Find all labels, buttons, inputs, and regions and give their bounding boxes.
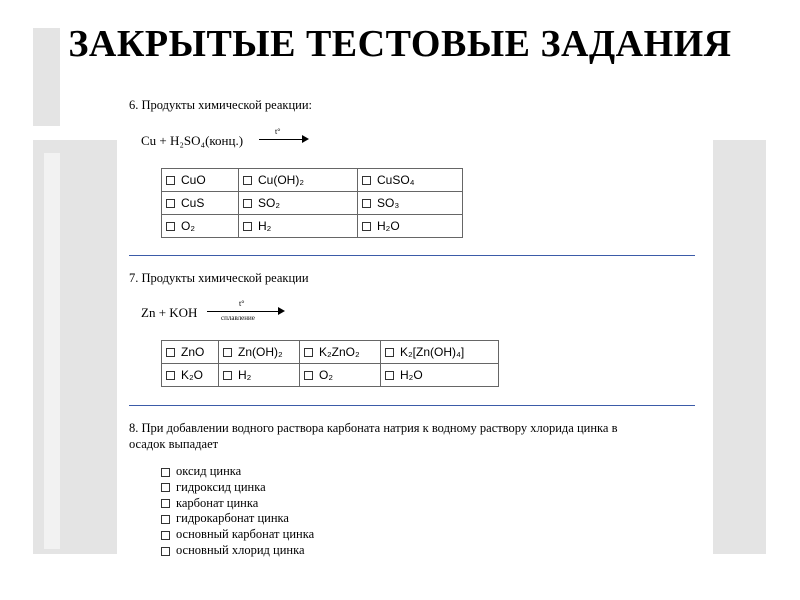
checkbox[interactable] xyxy=(161,515,170,524)
option-label: H₂O xyxy=(400,368,423,382)
option-cell[interactable] xyxy=(381,364,499,387)
checkbox[interactable] xyxy=(362,176,371,185)
checkbox[interactable] xyxy=(166,222,175,231)
option-cell[interactable] xyxy=(162,215,239,238)
decor-panel-right xyxy=(713,140,766,554)
option-label: CuO xyxy=(181,173,206,187)
option-cell[interactable] xyxy=(219,364,300,387)
question-6-options xyxy=(161,168,463,238)
question-7-heading: 7. Продукты химической реакции xyxy=(129,271,309,285)
reaction-arrow xyxy=(259,127,309,148)
checkbox[interactable] xyxy=(223,371,232,380)
checkbox[interactable] xyxy=(304,348,313,357)
option-label: O₂ xyxy=(319,368,333,382)
option-label: оксид цинка xyxy=(176,464,242,478)
equation-text: Cu + H₂SO₄(конц.) xyxy=(141,133,244,148)
arrow-line xyxy=(207,311,279,312)
decor-panel-left-inner xyxy=(44,153,60,549)
table-row xyxy=(162,364,499,387)
option-label: O₂ xyxy=(181,219,195,233)
checkbox[interactable] xyxy=(304,371,313,380)
question-7-options xyxy=(161,340,499,387)
question-6-equation xyxy=(141,133,243,149)
arrow-label: t° xyxy=(239,299,245,308)
option-cell[interactable] xyxy=(162,169,239,192)
checkbox[interactable] xyxy=(161,468,170,477)
question-8-options xyxy=(161,464,314,559)
option-label: H₂O xyxy=(377,219,400,233)
checkbox[interactable] xyxy=(161,499,170,508)
arrow-sublabel: сплавление xyxy=(221,314,255,322)
option-label: H₂ xyxy=(238,368,252,382)
option-cell[interactable] xyxy=(162,364,219,387)
checkbox[interactable] xyxy=(362,222,371,231)
arrow-line xyxy=(259,139,303,140)
option-label: CuS xyxy=(181,196,205,210)
arrow-head-icon xyxy=(302,135,309,143)
option-cell[interactable] xyxy=(358,215,463,238)
checkbox[interactable] xyxy=(166,176,175,185)
checkbox[interactable] xyxy=(161,531,170,540)
slide-title: ЗАКРЫТЫЕ ТЕСТОВЫЕ ЗАДАНИЯ xyxy=(68,23,732,65)
section-divider xyxy=(129,405,695,406)
option-label: Zn(OH)₂ xyxy=(238,345,283,359)
option-label: основный хлорид цинка xyxy=(176,542,305,557)
question-8-heading-line1: 8. При добавлении водного раствора карбоната натрия к водному раствору хлорида цинка в xyxy=(129,421,618,435)
option-cell[interactable] xyxy=(300,364,381,387)
table-row xyxy=(162,192,463,215)
option-label: Cu(OH)₂ xyxy=(258,173,304,187)
table-row xyxy=(162,341,499,364)
list-item[interactable] xyxy=(161,511,314,527)
checkbox[interactable] xyxy=(362,199,371,208)
table-row xyxy=(162,169,463,192)
section-divider xyxy=(129,255,695,256)
option-cell[interactable] xyxy=(162,192,239,215)
checkbox[interactable] xyxy=(243,222,252,231)
list-item[interactable] xyxy=(161,527,314,543)
option-cell[interactable] xyxy=(358,192,463,215)
checkbox[interactable] xyxy=(161,483,170,492)
question-8-heading-line2: осадок выпадает xyxy=(129,437,219,451)
option-label: K₂[Zn(OH)₄] xyxy=(400,345,465,359)
list-item[interactable] xyxy=(161,464,314,480)
table-row xyxy=(162,215,463,238)
equation-text: Zn + KOH xyxy=(141,305,198,320)
option-cell[interactable] xyxy=(219,341,300,364)
checkbox[interactable] xyxy=(243,176,252,185)
checkbox[interactable] xyxy=(243,199,252,208)
option-label: CuSO₄ xyxy=(377,173,415,187)
checkbox[interactable] xyxy=(166,348,175,357)
checkbox[interactable] xyxy=(385,348,394,357)
option-cell[interactable] xyxy=(162,341,219,364)
question-7-equation xyxy=(141,305,197,321)
option-cell[interactable] xyxy=(239,192,358,215)
option-label: гидрокарбонат цинка xyxy=(176,511,289,526)
option-label: карбонат цинка xyxy=(176,495,259,510)
option-cell[interactable] xyxy=(239,215,358,238)
list-item[interactable] xyxy=(161,496,314,512)
list-item[interactable] xyxy=(161,480,314,496)
test-page xyxy=(117,88,713,558)
reaction-arrow xyxy=(207,299,285,322)
option-label: SO₃ xyxy=(377,196,400,210)
checkbox[interactable] xyxy=(385,371,394,380)
option-label: K₂ZnO₂ xyxy=(319,345,360,359)
option-label: ZnO xyxy=(181,345,205,359)
checkbox[interactable] xyxy=(161,547,170,556)
checkbox[interactable] xyxy=(223,348,232,357)
list-item[interactable] xyxy=(161,543,314,559)
option-label: H₂ xyxy=(258,219,272,233)
option-label: основный карбонат цинка xyxy=(176,527,315,542)
option-cell[interactable] xyxy=(239,169,358,192)
arrow-label: t° xyxy=(275,127,281,136)
option-cell[interactable] xyxy=(300,341,381,364)
option-label: K₂O xyxy=(181,368,203,382)
arrow-head-icon xyxy=(278,307,285,315)
checkbox[interactable] xyxy=(166,199,175,208)
option-label: SO₂ xyxy=(258,196,280,210)
question-6-heading: 6. Продукты химической реакции: xyxy=(129,98,313,112)
option-cell[interactable] xyxy=(381,341,499,364)
option-label: гидроксид цинка xyxy=(176,479,266,494)
option-cell[interactable] xyxy=(358,169,463,192)
checkbox[interactable] xyxy=(166,371,175,380)
